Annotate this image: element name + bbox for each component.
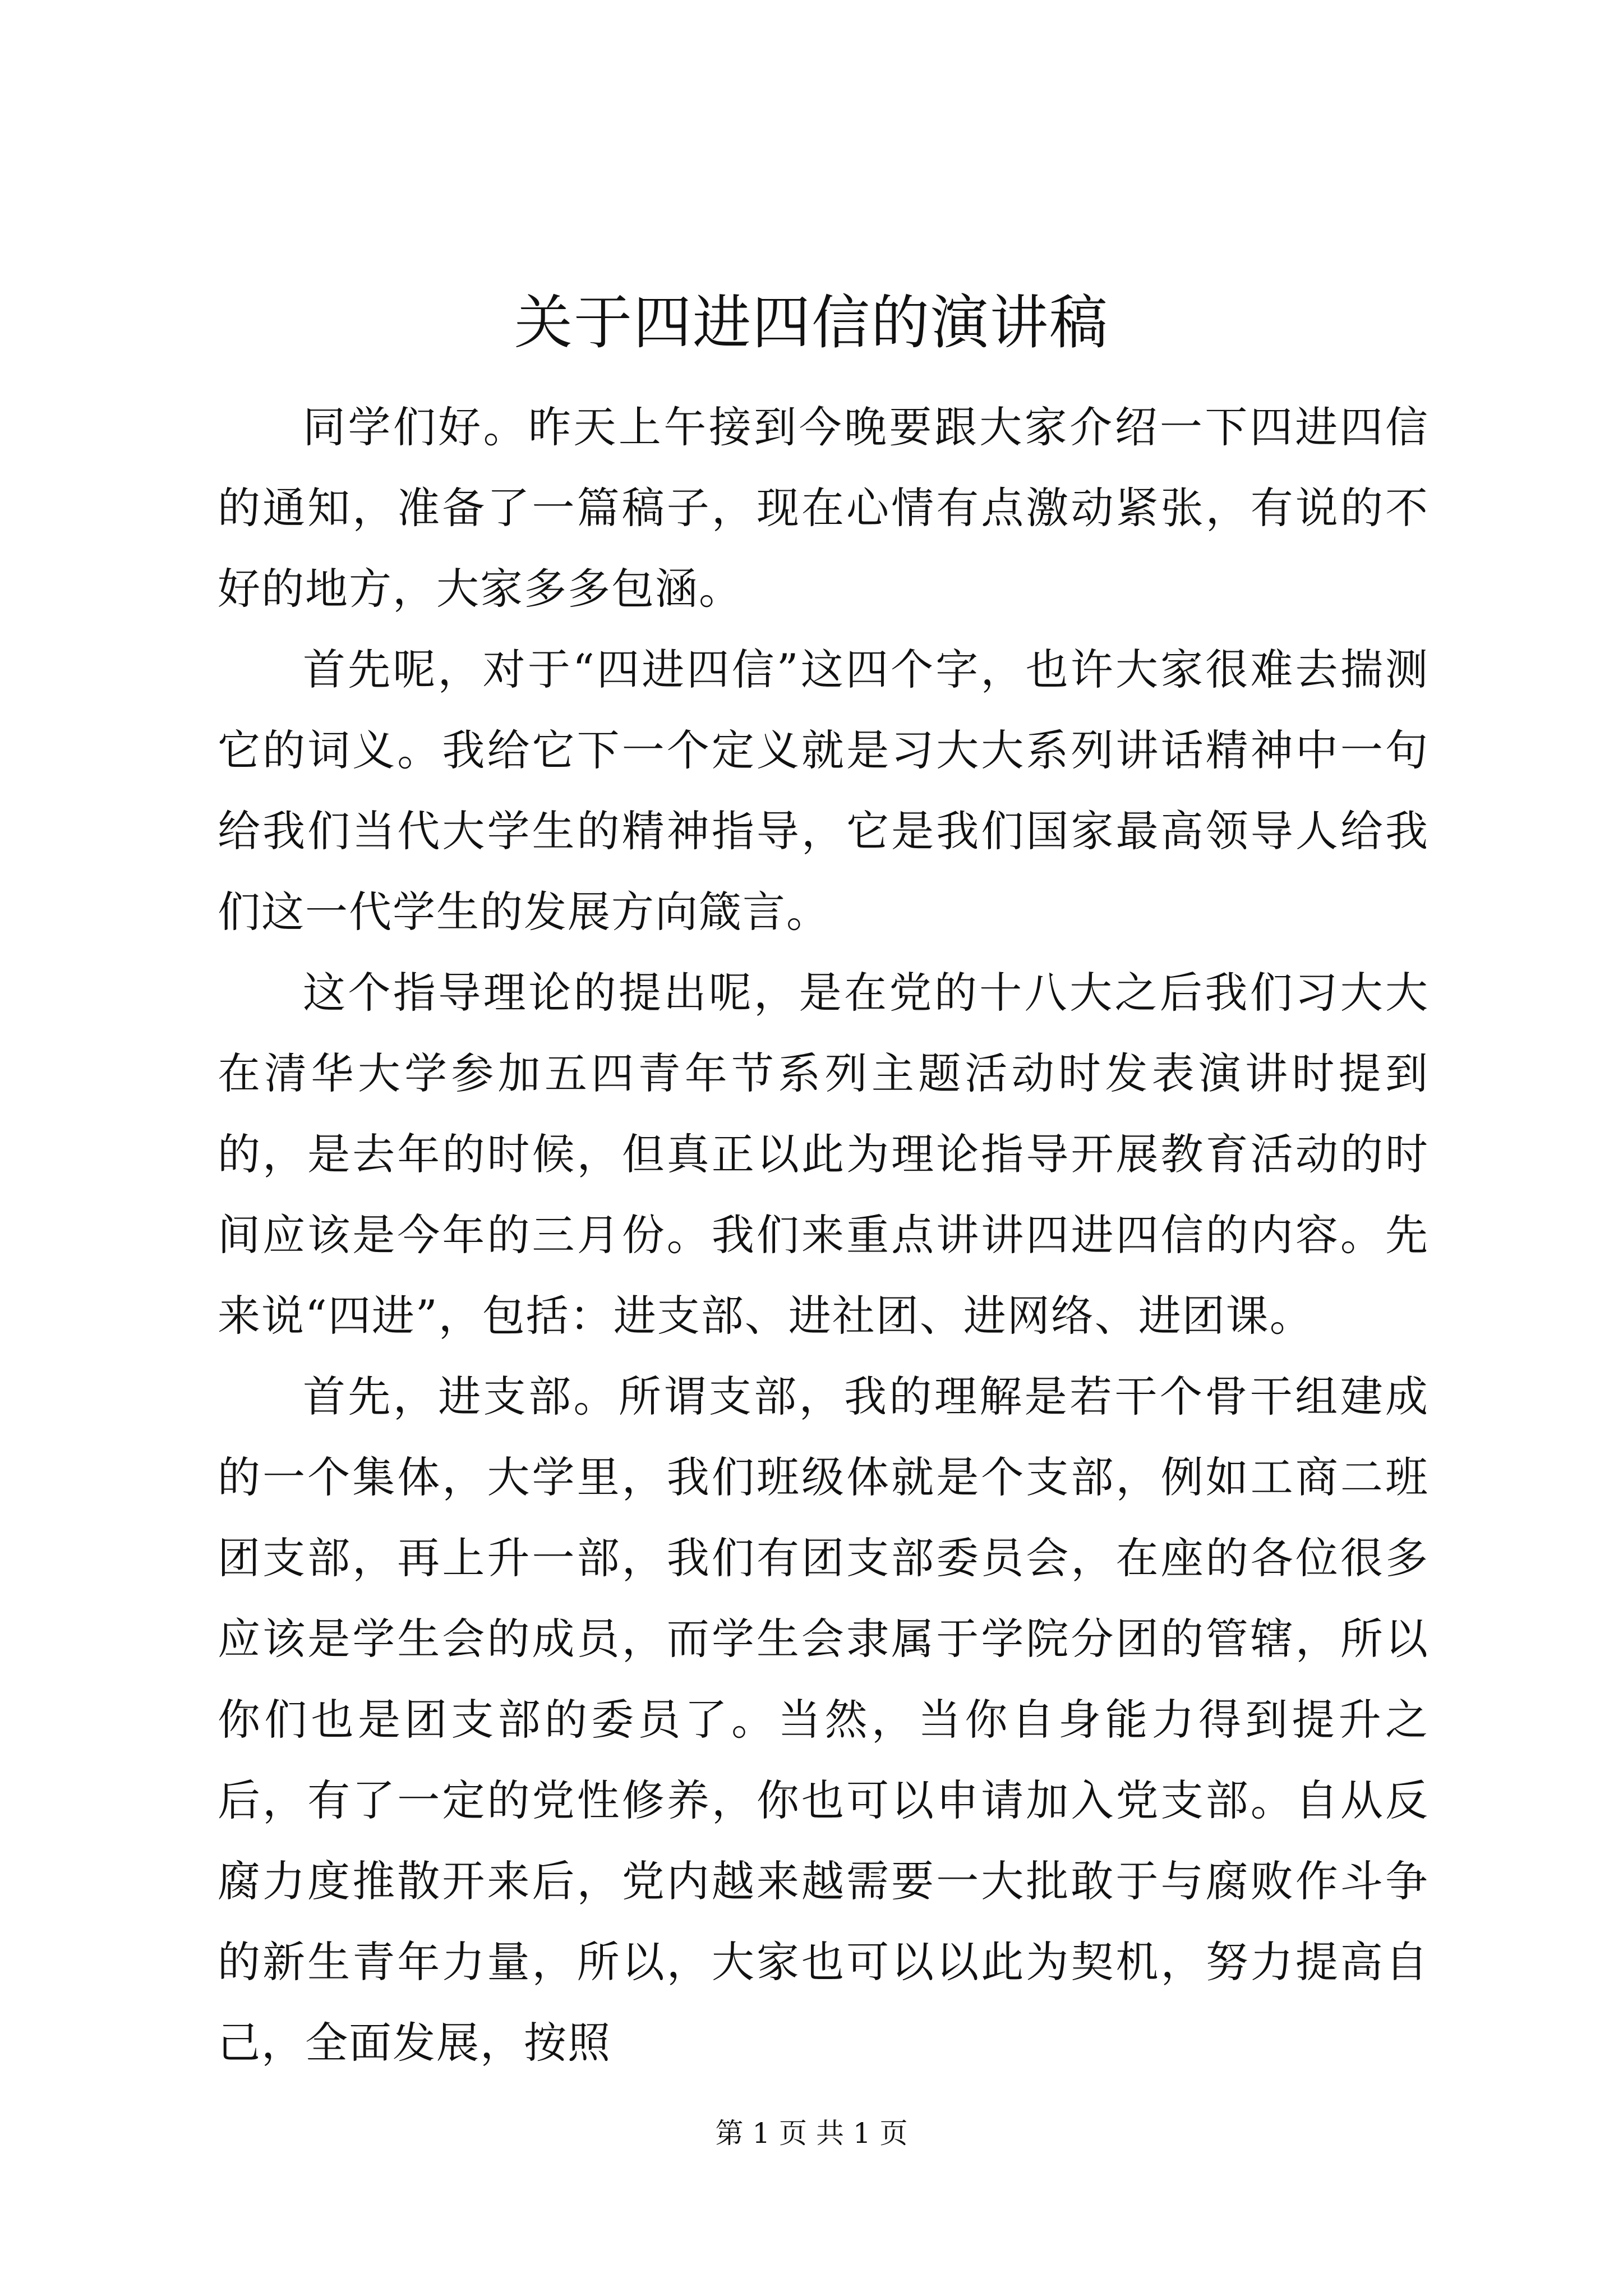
paragraph-3: 这个指导理论的提出呢，是在党的十八大之后我们习大大在清华大学参加五四青年节系列主题活动时发表演讲时提到的，是去年的时候，但真正以此为理论指导开展教育活动的时间应该是今年的三月份。我们来重点讲讲四进四信的内容。先来说“四进”，包括：进支部、进社团、进网络、进团课。 — [218, 968, 1429, 1341]
document-body — [218, 387, 1429, 2083]
page-footer: 第 1 页 共 1 页 — [715, 2117, 908, 2150]
paragraph-2: 首先呢，对于“四进四信”这四个字，也许大家很难去揣测它的词义。我给它下一个定义就是习大大系列讲话精神中一句给我们当代大学生的精神指导，它是我们国家最高领导人给我们这一代学生的发展方向箴言。 — [218, 645, 1429, 937]
paragraph-1: 同学们好。昨天上午接到今晚要跟大家介绍一下四进四信的通知，准备了一篇稿子，现在心情有点激动紧张，有说的不好的地方，大家多多包涵。 — [218, 402, 1429, 614]
paragraph-4: 首先，进支部。所谓支部，我的理解是若干个骨干组建成的一个集体，大学里，我们班级体就是个支部，例如工商二班团支部，再上升一部，我们有团支部委员会，在座的各位很多应该是学生会的成员，而学生会隶属于学院分团的管辖，所以你们也是团支部的委员了。当然，当你自身能力得到提升之后，有了一定的党性修养，你也可以申请加入党支部。自从反腐力度推散开来后，党内越来越需要一大批敢于与腐败作斗争的新生青年力量，所以，大家也可以以此为契机，努力提高自己，全面发展，按照 — [218, 1372, 1429, 2068]
document-title: 关于四进四信的演讲稿 — [514, 288, 1109, 357]
